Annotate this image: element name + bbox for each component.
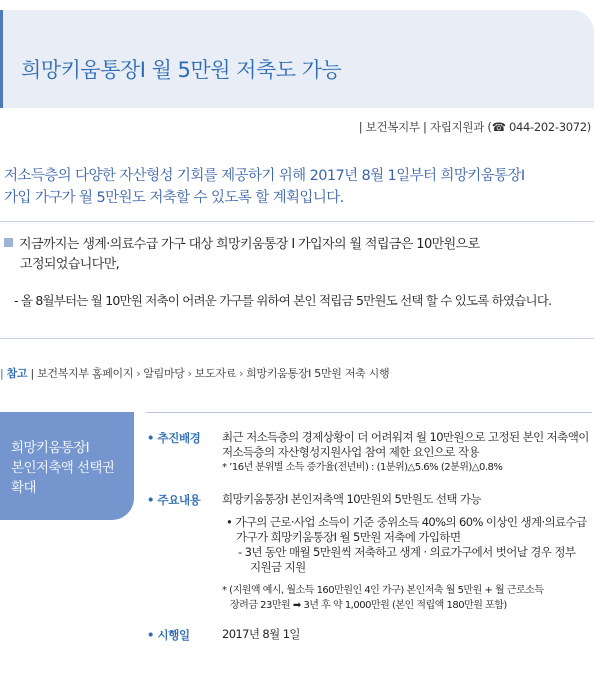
breadcrumb-home[interactable]: 보건복지부 홈페이지 [37,367,134,380]
section-label-date: • 시행일 [147,628,190,642]
footnote: * (지원액 예시, 월소득 160만원인 4인 가구) 본인저축 월 5만원 + 월 근로소득 [222,585,544,596]
square-bullet-icon [4,238,13,247]
page-title: 희망키움통장Ⅰ 월 5만원 저축도 가능 [21,58,342,82]
section-body-content: 희망키움통장Ⅰ 본인저축액 10만원외 5만원도 선택 가능 • 가구의 근로·사업 소득이 기준 중위소득 40%의 60% 이상인 생계·의료수급 가구가 희망키움통장Ⅰ 월 5만원 저축에 가입하면 - 3년 동안 매월 5만원씩 저축하고 생계 · 의료가구에서 벗어날 경우 정부 지원금 지원 * (지원액 예시, 월소득 160만원인 4인 가구) 본인저축 월 5만원 + 월 근로소득 장려금 23만원 ➡ 3년 후 약 1,000만원 (본인 적립액 180만원 포함) [222,492,594,613]
breadcrumb-article[interactable]: 희망키움통장Ⅰ 5만원 저축 시행 [246,367,390,380]
divider [0,338,594,339]
chevron-right-icon: › [187,367,192,380]
department-contact: | 보건복지부 | 자립지원과 (☎ 044-202-3072) [358,120,591,134]
breadcrumb-notice[interactable]: 알림마당 [143,367,185,380]
chevron-right-icon: › [136,367,141,380]
section-label-background: • 추진배경 [147,431,201,445]
divider [146,412,592,413]
summary-detail: - 올 8월부터는 월 10만원 저축이 어려운 가구를 위하여 본인 적립금 5만원도 선택 할 수 있도록 하였습니다. [14,293,552,308]
side-title-line: 희망키움통장Ⅰ [11,440,90,456]
title-banner [0,10,594,108]
footnote: 장려금 23만원 ➡ 3년 후 약 1,000만원 (본인 적립액 180만원 포함) [230,600,507,611]
summary-line: 고정되었습니다만, [20,257,120,272]
footnote: * ’16년 분위별 소득 증가율(전년비) : (1분위)△5.6% (2분위)△0.8% [222,462,503,473]
lead-line: 저소득층의 다양한 자산형성 기회를 제공하기 위해 2017년 8월 1일부터 희망키움통장Ⅰ [4,168,525,184]
side-title-box [0,412,134,520]
lead-paragraph [4,165,594,209]
summary-line: 지금까지는 생계·의료수급 가구 대상 희망키움통장 Ⅰ 가입자의 월 적립금은 10만원으로 [19,237,480,252]
section-body-date: 2017년 8월 1일 [222,627,300,641]
breadcrumb-press[interactable]: 보도자료 [194,367,237,380]
side-title-line: 본인저축액 선택권 [11,460,115,476]
summary-block [4,235,594,275]
reference-breadcrumb: | 참고 | 보건복지부 홈페이지 › 알림마당 › 보도자료 › 희망키움통장Ⅰ 5만원 저축 시행 [0,367,390,380]
chevron-right-icon: › [239,367,244,380]
section-label-content: • 주요내용 [147,493,201,507]
side-title-line: 확대 [11,480,36,496]
reference-tag: 참고 [6,367,28,380]
divider [0,221,594,222]
lead-line: 가입 가구가 월 5만원도 저축할 수 있도록 할 계획입니다. [4,190,344,206]
section-body-background: 최근 저소득층의 경제상황이 더 어려워져 월 10만원으로 고정된 본인 저축액이 저소득층의 자산형성지원사업 참여 제한 요인으로 작용 * ’16년 분위별 소득 증가율(전년비) : (1분위)△5.6% (2분위)△0.8% [222,430,594,475]
